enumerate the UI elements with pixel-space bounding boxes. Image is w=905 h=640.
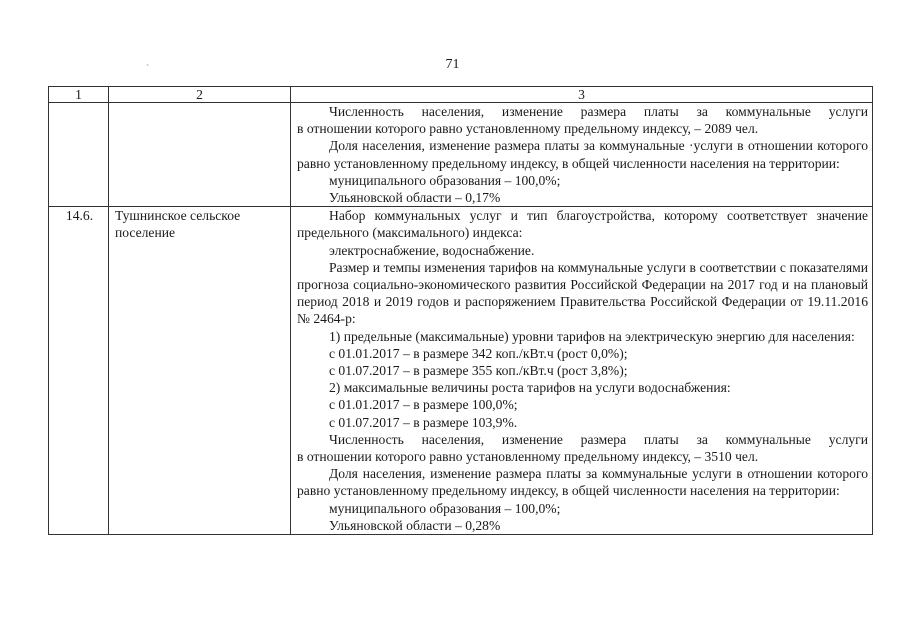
description-paragraph: муниципального образования – 100,0%; xyxy=(329,172,561,188)
tariff-table xyxy=(48,86,873,535)
description-paragraph: Численность населения, изменение размера платы за коммунальные услуги xyxy=(329,104,868,119)
description-paragraph: электроснабжение, водоснабжение. xyxy=(329,242,535,258)
description-paragraph: с 01.01.2017 – в размере 342 коп./кВт.ч (рост 0,0%); xyxy=(329,345,628,361)
settlement-name-cell xyxy=(109,103,291,207)
table-row xyxy=(49,103,873,207)
table-row xyxy=(49,207,873,535)
table-header-row xyxy=(49,87,873,103)
scan-speck: ` xyxy=(146,64,150,75)
description-paragraph: Численность населения, изменение размера платы за коммунальные услуги xyxy=(329,431,868,447)
description-paragraph: с 01.07.2017 – в размере 103,9%. xyxy=(329,414,518,430)
description-paragraph: 2) максимальные величины роста тарифов на услуги водоснабжения: xyxy=(329,380,731,396)
description-paragraph: Размер и темпы изменения тарифов на коммунальные услуги в соответствии с показателями прогноза социально-экономического развития Российской Федерации на 2017 год и на плановый период 2018 и 2019 годов и распоряжением Правительства Российской Федерации от 19.11.2016 № 2464-р: xyxy=(297,259,868,327)
description-paragraph: в отношении которого равно установленному предельному индексу, – 3510 чел. xyxy=(297,449,759,465)
column-header-1: 1 xyxy=(49,87,109,103)
description-paragraph: муниципального образования – 100,0%; xyxy=(329,500,561,516)
page-number: 71 xyxy=(445,57,460,72)
row-number-cell: 14.6. xyxy=(49,207,109,535)
settlement-name-cell: Тушнинское сельское поселение xyxy=(109,207,291,535)
column-header-2: 2 xyxy=(109,87,291,103)
description-paragraph: Доля населения, изменение размера платы за коммунальные ·услуги в отношении которого равно установленному предельному индексу, в общей численности населения на территории: xyxy=(297,138,868,171)
description-paragraph: Ульяновской области – 0,17% xyxy=(329,190,501,206)
description-paragraph: в отношении которого равно установленному предельному индексу, – 2089 чел. xyxy=(297,121,759,137)
description-cell xyxy=(291,103,873,207)
description-paragraph: Ульяновской области – 0,28% xyxy=(329,517,501,533)
description-paragraph: Набор коммунальных услуг и тип благоустройства, которому соответствует значение предельного (максимального) индекса: xyxy=(297,208,868,241)
description-paragraph: с 01.01.2017 – в размере 100,0%; xyxy=(329,397,518,413)
description-paragraph: Доля населения, изменение размера платы за коммунальные услуги в отношении которого равно установленному предельному индексу, в общей численности населения на территории: xyxy=(297,466,868,499)
description-paragraph: с 01.07.2017 – в размере 355 коп./кВт.ч (рост 3,8%); xyxy=(329,363,628,379)
row-number-cell xyxy=(49,103,109,207)
description-cell xyxy=(291,207,873,535)
description-paragraph: 1) предельные (максимальные) уровни тарифов на электрическую энергию для населения: xyxy=(329,328,855,344)
column-header-3: 3 xyxy=(291,87,873,103)
